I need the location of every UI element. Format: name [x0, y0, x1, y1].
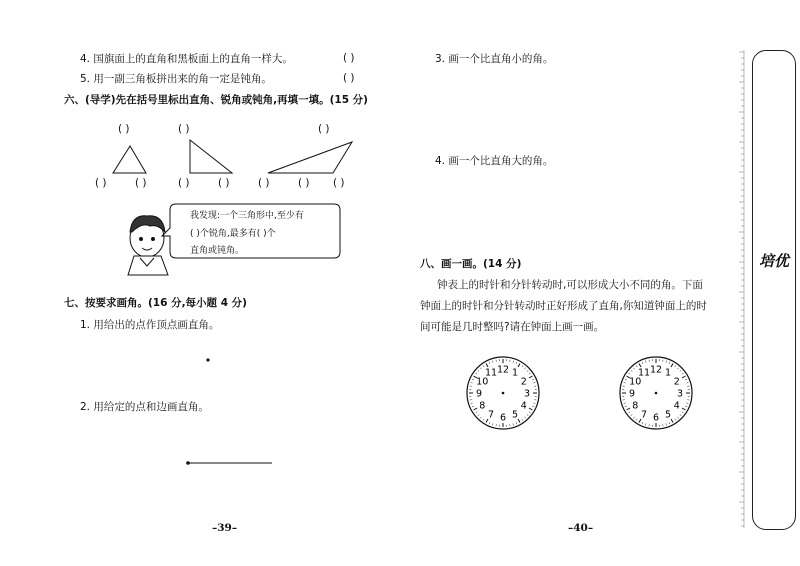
clock-number: 7	[487, 409, 495, 421]
clock-number: 6	[499, 412, 507, 424]
question-7-3: 3. 画一个比直角小的角。	[435, 53, 554, 65]
question-7-4: 4. 画一个比直角大的角。	[435, 155, 554, 167]
clock-number: 9	[475, 388, 483, 400]
discovery-line-1: 我发现:一个三角形中,至少有	[190, 211, 304, 221]
page-number-right: –40–	[568, 522, 594, 534]
clock-face-2[interactable]	[620, 357, 692, 429]
clock-number: 2	[673, 376, 680, 388]
clock-number: 5	[664, 409, 672, 421]
clock-number: 10	[629, 376, 642, 388]
clock-number: 1	[511, 367, 519, 379]
section-7-title: 七、按要求画角。(16 分,每小题 4 分)	[64, 297, 247, 309]
clock-number: 12	[496, 364, 510, 376]
clock-number: 1	[664, 367, 672, 379]
section-8-paragraph-3: 间可能是几时整吗?请在钟面上画一画。	[420, 321, 605, 333]
clock-number: 11	[637, 367, 651, 379]
section-8-paragraph-1: 钟表上的时针和分针转动时,可以形成大小不同的角。下面	[437, 279, 703, 291]
answer-paren-q5[interactable]: ( )	[343, 72, 355, 84]
clock-number: 3	[523, 388, 531, 400]
clock-number: 6	[652, 412, 660, 424]
clock-number: 11	[484, 367, 498, 379]
question-7-2: 2. 用给定的点和边画直角。	[80, 401, 209, 413]
clock-number: 10	[476, 376, 489, 388]
clock-number: 2	[520, 376, 527, 388]
paren-tri3-left[interactable]: ( )	[258, 177, 270, 189]
section-8-paragraph-2: 钟面上的时针和分针转动时正好形成了直角,你知道钟面上的时	[420, 300, 707, 312]
paren-tri3-top[interactable]: ( )	[318, 123, 330, 135]
paren-tri1-top[interactable]: ( )	[118, 123, 130, 135]
clock-number: 7	[640, 409, 648, 421]
paren-tri1-left[interactable]: ( )	[95, 177, 107, 189]
discovery-line-2[interactable]: ( )个锐角,最多有( )个	[190, 229, 276, 239]
paren-tri3-mid[interactable]: ( )	[298, 177, 310, 189]
clock-center	[502, 392, 505, 395]
clock-number: 5	[511, 409, 519, 421]
sidebar-logo: 培优	[758, 252, 789, 270]
clock-center	[655, 392, 658, 395]
section-6-title: 六、(导学)先在括号里标出直角、锐角或钝角,再填一填。(15 分)	[64, 94, 368, 106]
clock-number: 8	[479, 400, 486, 412]
clock-face-1[interactable]	[467, 357, 539, 429]
question-5: 5. 用一副三角板拼出来的角一定是钝角。	[80, 73, 272, 85]
paren-tri2-top[interactable]: ( )	[178, 123, 190, 135]
answer-paren-q4[interactable]: ( )	[343, 52, 355, 64]
question-7-1: 1. 用给出的点作顶点画直角。	[80, 319, 220, 331]
clock-number: 8	[632, 400, 639, 412]
question-4: 4. 国旗面上的直角和黑板面上的直角一样大。	[80, 53, 293, 65]
sidebar-frame	[752, 50, 796, 530]
discovery-line-3: 直角或钝角。	[190, 246, 245, 256]
clock-number: 9	[628, 388, 636, 400]
clock-number: 12	[649, 364, 663, 376]
clock-number: 4	[520, 400, 527, 412]
paren-tri2-right[interactable]: ( )	[218, 177, 230, 189]
paren-tri2-left[interactable]: ( )	[178, 177, 190, 189]
paren-tri3-right[interactable]: ( )	[333, 177, 345, 189]
paren-tri1-right[interactable]: ( )	[135, 177, 147, 189]
clock-number: 4	[673, 400, 680, 412]
clock-number: 3	[676, 388, 684, 400]
section-8-title: 八、画一画。(14 分)	[420, 258, 522, 270]
page-number-left: –39–	[212, 522, 238, 534]
